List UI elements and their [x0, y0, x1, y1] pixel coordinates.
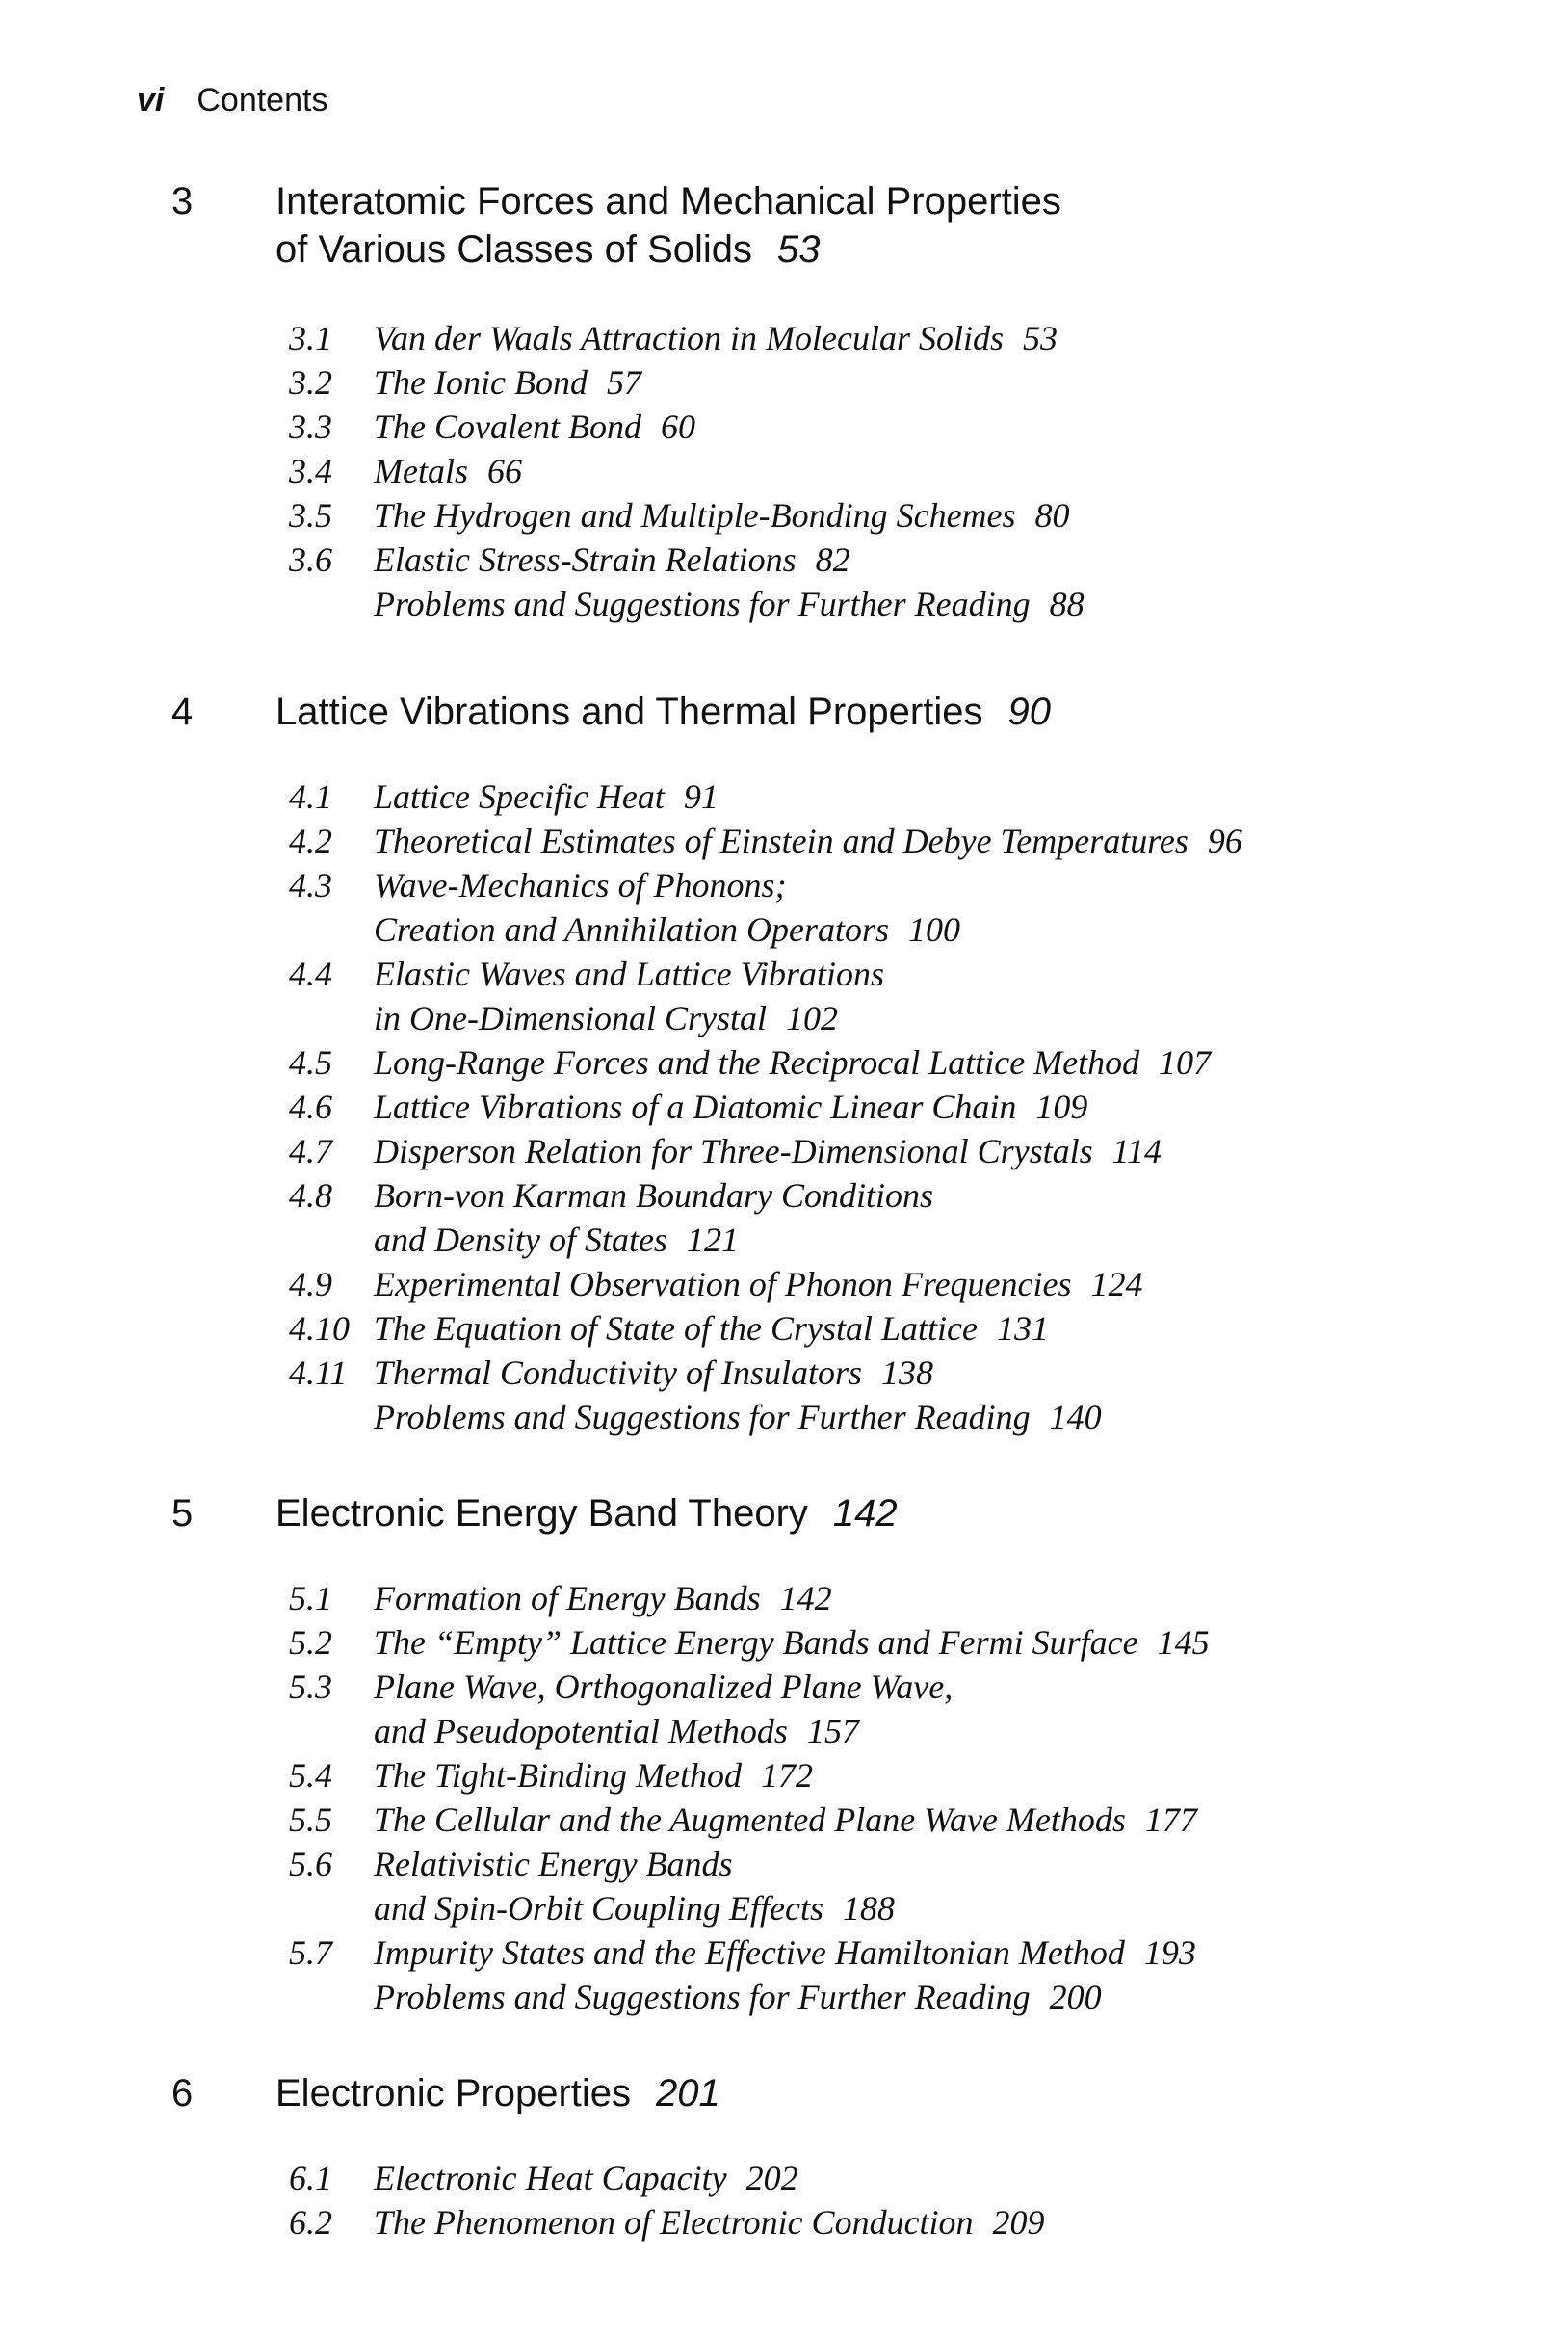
toc-entry[interactable]	[0, 1930, 1568, 1975]
section-title: Problems and Suggestions for Further Reading	[374, 1978, 1031, 2016]
section-number: 3.3	[289, 407, 332, 446]
toc-entry[interactable]	[0, 582, 1568, 626]
chapter-3	[0, 177, 1568, 626]
chapter-heading	[0, 2069, 1568, 2117]
section-title: Wave-Mechanics of Phonons; Creation and Annihilation Operators	[374, 866, 890, 949]
section-title: The Covalent Bond	[374, 407, 641, 446]
chapter-page: 90	[1007, 691, 1051, 733]
section-title: Van der Waals Attraction in Molecular Solids	[374, 319, 1004, 357]
section-number: 3.6	[289, 540, 332, 579]
toc-entry[interactable]	[0, 538, 1568, 582]
section-number: 3.1	[289, 319, 332, 357]
toc-entry[interactable]	[0, 1576, 1568, 1620]
running-head-title: Contents	[196, 82, 328, 118]
toc-entry[interactable]	[0, 360, 1568, 405]
section-title: Experimental Observation of Phonon Frequencies	[374, 1265, 1072, 1303]
toc-entry[interactable]	[0, 1798, 1568, 1842]
chapter-title: Electronic Properties	[275, 2072, 632, 2114]
section-title: Elastic Waves and Lattice Vibrations in One-Dimensional Crystal	[374, 955, 884, 1037]
toc-entry[interactable]	[0, 1085, 1568, 1129]
section-number: 5.3	[289, 1667, 332, 1706]
running-head	[137, 79, 327, 121]
section-number: 5.5	[289, 1800, 332, 1839]
section-number: 4.3	[289, 866, 332, 905]
section-title: Problems and Suggestions for Further Reading	[374, 1398, 1031, 1436]
section-title: The Hydrogen and Multiple-Bonding Schemes	[374, 496, 1016, 535]
section-title: Metals	[374, 452, 468, 490]
chapter-4	[0, 688, 1568, 1439]
section-number: 5.7	[289, 1933, 332, 1972]
chapter-title: Interatomic Forces and Mechanical Properties of Various Classes of Solids	[275, 180, 1061, 271]
page-number: vi	[137, 82, 165, 118]
section-title: The “Empty” Lattice Energy Bands and Fermi Surface	[374, 1623, 1138, 1662]
section-title: Problems and Suggestions for Further Reading	[374, 585, 1031, 623]
section-page: 209	[992, 2203, 1045, 2242]
chapter-page: 53	[777, 228, 821, 271]
section-number: 4.6	[289, 1088, 332, 1126]
chapter-title: Lattice Vibrations and Thermal Properties	[275, 691, 983, 733]
section-number: 4.11	[289, 1353, 348, 1392]
section-page: 124	[1090, 1265, 1143, 1303]
section-number: 5.4	[289, 1756, 332, 1795]
section-list	[0, 1576, 1568, 2019]
section-title: Elastic Stress-Strain Relations	[374, 540, 797, 579]
toc-entry[interactable]	[0, 819, 1568, 863]
section-page: 88	[1049, 585, 1085, 623]
toc-entry[interactable]	[0, 1395, 1568, 1439]
toc-entry[interactable]	[0, 1842, 1568, 1930]
chapter-heading	[0, 177, 1568, 274]
toc-entry[interactable]	[0, 1040, 1568, 1085]
section-page: 53	[1023, 319, 1058, 357]
section-title: Theoretical Estimates of Einstein and Debye Temperatures	[374, 822, 1189, 860]
chapter-number: 6	[171, 2072, 194, 2114]
section-list	[0, 775, 1568, 1439]
toc-entry[interactable]	[0, 1665, 1568, 1753]
section-page: 200	[1049, 1978, 1102, 2016]
section-page: 145	[1157, 1623, 1210, 1662]
section-number: 4.2	[289, 822, 332, 860]
toc-entry[interactable]	[0, 1129, 1568, 1173]
section-number: 4.9	[289, 1265, 332, 1303]
section-page: 80	[1034, 496, 1070, 535]
section-page: 202	[745, 2159, 798, 2197]
toc-entry[interactable]	[0, 1173, 1568, 1262]
toc-entry[interactable]	[0, 863, 1568, 952]
toc-entry[interactable]	[0, 449, 1568, 493]
section-title: Thermal Conductivity of Insulators	[374, 1353, 862, 1392]
section-page: 188	[842, 1889, 895, 1928]
section-page: 131	[996, 1309, 1049, 1348]
section-page: 100	[908, 910, 961, 949]
section-title: Long-Range Forces and the Reciprocal Lattice Method	[374, 1043, 1140, 1082]
section-page: 142	[779, 1579, 832, 1617]
section-page: 172	[761, 1756, 813, 1795]
section-number: 5.1	[289, 1579, 332, 1617]
section-title: The Equation of State of the Crystal Lattice	[374, 1309, 978, 1348]
section-title: The Tight-Binding Method	[374, 1756, 742, 1795]
section-page: 96	[1207, 822, 1242, 860]
toc-entry[interactable]	[0, 775, 1568, 819]
section-page: 109	[1035, 1088, 1088, 1126]
section-title: Born-von Karman Boundary Conditions and Density of States	[374, 1176, 933, 1259]
section-page: 121	[686, 1221, 739, 1259]
section-number: 4.7	[289, 1132, 332, 1170]
section-page: 140	[1049, 1398, 1102, 1436]
chapter-page: 201	[656, 2072, 720, 2114]
section-number: 5.6	[289, 1845, 332, 1883]
section-page: 102	[785, 999, 838, 1037]
chapter-heading	[0, 1489, 1568, 1537]
toc-entry[interactable]	[0, 2200, 1568, 2245]
toc-entry[interactable]	[0, 1753, 1568, 1798]
section-title: Impurity States and the Effective Hamiltonian Method	[374, 1933, 1125, 1972]
section-number: 6.1	[289, 2159, 332, 2197]
section-title: The Phenomenon of Electronic Conduction	[374, 2203, 974, 2242]
section-number: 4.4	[289, 955, 332, 993]
chapter-6	[0, 2069, 1568, 2245]
toc-entry[interactable]	[0, 1262, 1568, 1306]
chapter-title-block	[275, 1489, 1568, 1537]
toc-entry[interactable]	[0, 1975, 1568, 2019]
section-number: 3.2	[289, 363, 332, 402]
chapter-number: 4	[171, 691, 194, 733]
chapter-page: 142	[832, 1492, 898, 1535]
chapter-title-block	[275, 177, 1568, 274]
toc-entry[interactable]	[0, 1306, 1568, 1351]
section-page: 82	[815, 540, 850, 579]
section-title: Formation of Energy Bands	[374, 1579, 761, 1617]
section-list	[0, 316, 1568, 626]
section-number: 4.8	[289, 1176, 332, 1215]
section-page: 193	[1143, 1933, 1196, 1972]
chapter-title: Electronic Energy Band Theory	[275, 1492, 808, 1535]
section-number: 4.5	[289, 1043, 332, 1082]
chapter-heading	[0, 688, 1568, 736]
toc-entry[interactable]	[0, 2156, 1568, 2200]
chapter-number: 5	[171, 1492, 194, 1535]
chapter-title-block	[275, 2069, 1568, 2117]
section-page: 60	[660, 407, 695, 446]
section-title: Lattice Vibrations of a Diatomic Linear Chain	[374, 1088, 1017, 1126]
toc-entry[interactable]	[0, 1620, 1568, 1665]
section-page: 138	[881, 1353, 933, 1392]
section-page: 157	[806, 1712, 859, 1750]
section-number: 3.4	[289, 452, 332, 490]
toc-entry[interactable]	[0, 1351, 1568, 1395]
chapter-5	[0, 1489, 1568, 2019]
toc-entry[interactable]	[0, 316, 1568, 360]
section-page: 57	[606, 363, 641, 402]
section-number: 4.1	[289, 777, 332, 816]
section-page: 66	[486, 452, 522, 490]
section-page: 177	[1144, 1800, 1197, 1839]
toc-entry[interactable]	[0, 405, 1568, 449]
section-page: 107	[1159, 1043, 1212, 1082]
section-title: Electronic Heat Capacity	[374, 2159, 727, 2197]
toc-entry[interactable]	[0, 952, 1568, 1040]
section-number: 3.5	[289, 496, 332, 535]
section-number: 5.2	[289, 1623, 332, 1662]
section-title: Plane Wave, Orthogonalized Plane Wave, and Pseudopotential Methods	[374, 1667, 954, 1750]
section-page: 91	[683, 777, 719, 816]
section-title: Relativistic Energy Bands and Spin-Orbit Coupling Effects	[374, 1845, 823, 1928]
section-title: The Cellular and the Augmented Plane Wave Methods	[374, 1800, 1126, 1839]
section-number: 4.10	[289, 1309, 350, 1348]
section-number: 6.2	[289, 2203, 332, 2242]
section-title: The Ionic Bond	[374, 363, 588, 402]
toc-entry[interactable]	[0, 493, 1568, 538]
section-title: Lattice Specific Heat	[374, 777, 665, 816]
section-list	[0, 2156, 1568, 2245]
chapter-number: 3	[171, 180, 194, 223]
section-title: Disperson Relation for Three-Dimensional Crystals	[374, 1132, 1093, 1170]
chapter-title-block	[275, 688, 1568, 736]
section-page: 114	[1111, 1132, 1162, 1170]
